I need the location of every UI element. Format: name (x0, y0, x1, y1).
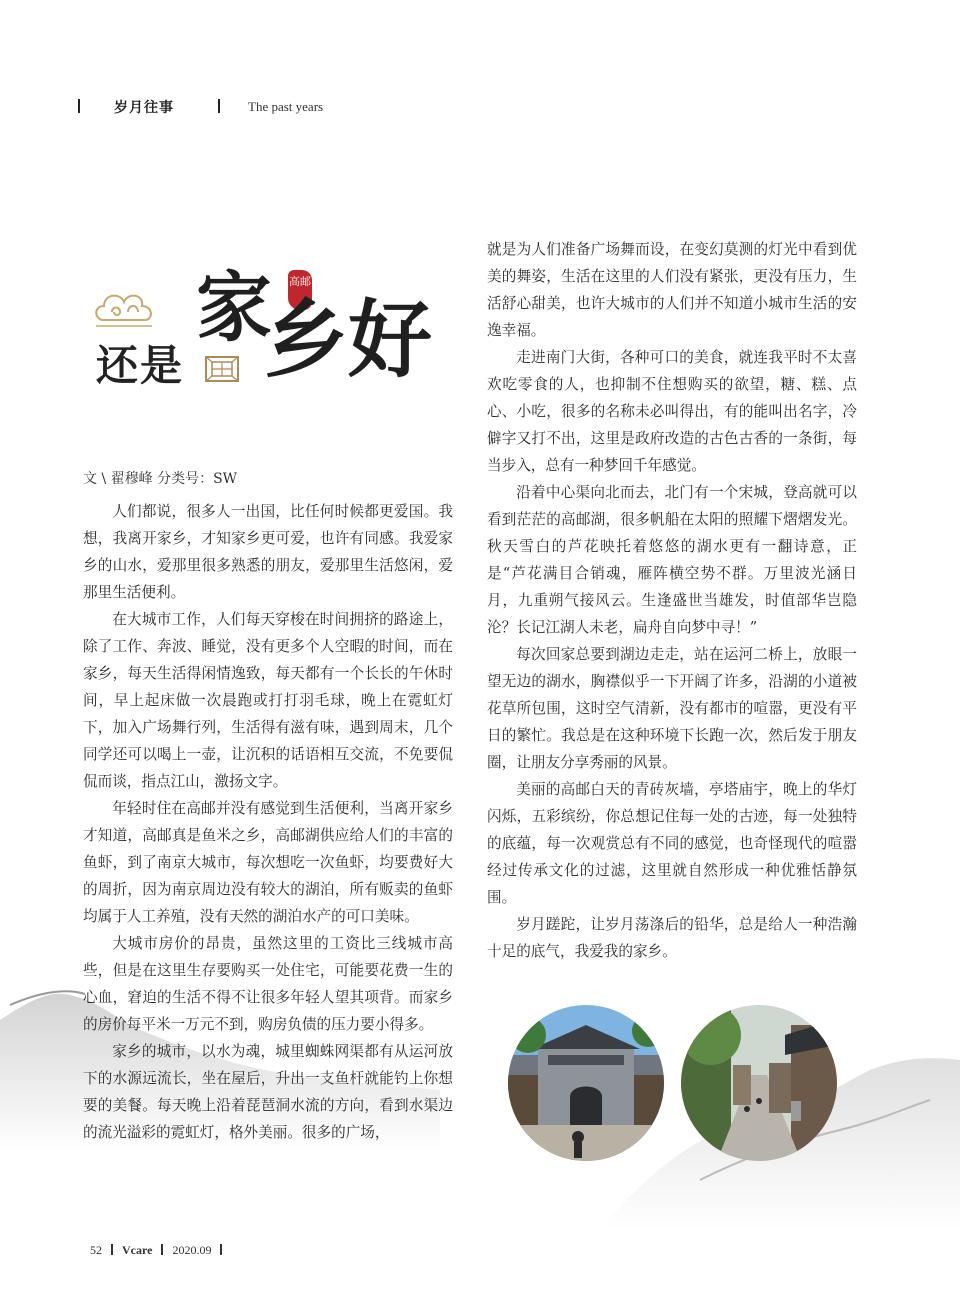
header-divider (218, 99, 220, 113)
paragraph: 每次回家总要到湖边走走，站在运河二桥上，放眼一望无边的湖水，胸襟似乎一下开阔了许多，沿湖的小道被花草所包围，这时空气清新，没有都市的喧嚣，更没有平日的繁忙。我总是在这种环境下长跑一次，然后发于朋友圈，让朋友分享秀丽的风景。 (487, 646, 857, 771)
page-footer (90, 1243, 228, 1258)
footer-divider (111, 1244, 113, 1255)
paragraph: 美丽的高邮白天的青砖灰墙，亭塔庙宇，晚上的华灯闪烁，五彩缤纷，你总想记住每一处的古迹，每一处独特的底蕴，每一次观赏总有不同的感觉，也奇怪现代的喧嚣经过传承文化的过滤，这里就自然形成一种优雅恬静氛围。 (487, 781, 857, 906)
paragraph: 在大城市工作，人们每天穿梭在时间拥挤的路途上，除了工作、奔波、睡觉，没有更多个人空暇的时间，而在家乡，每天生活得闲情逸致，每天都有一个长长的午休时间，早上起床做一次晨跑或打打羽毛球，晚上在霓虹灯下，加入广场舞行列，生活得有滋有味，遇到周末，几个同学还可以喝上一壶，让沉积的话语相互交流，不免要侃侃而谈，指点江山，激扬文字。 (83, 611, 453, 790)
article-title (92, 263, 442, 408)
footer-divider (161, 1244, 163, 1255)
lattice-ornament-icon (205, 356, 239, 382)
paragraph: 大城市房价的昂贵，虽然这里的工资比三线城市高些，但是在这里生存要购买一处住宅，可能要花费一生的心血，窘迫的生活不得不让很多年轻人望其项背。而家乡的房价每平米一万元不到，购房负债的压力要小得多。 (83, 935, 453, 1033)
article-column-left (83, 498, 453, 1146)
cloud-ornament-icon (92, 282, 162, 332)
magazine-brand: Vcare (122, 1243, 153, 1257)
paragraph: 走进南门大街，各种可口的美食，就连我平时不太喜欢吃零食的人，也抑制不住想购买的欲望，糖、糕、点心、小吃，很多的名称未必叫得出，有的能叫出名字，冷僻字又打不出，这里是政府改造的古色古香的一条街，每当步入，总有一种梦回千年感觉。 (487, 349, 857, 474)
title-main-1: 家 (196, 263, 272, 352)
paragraph: 家乡的城市，以水为魂，城里蜘蛛网渠都有从运河放下的水源远流长，坐在屋后，升出一支鱼杆就能钓上你想要的美餐。每天晚上沿着琵琶洞水流的方向，看到水渠边的流光溢彩的霓虹灯，格外美丽。很多的广场， (83, 1043, 453, 1141)
header-divider (78, 99, 80, 113)
title-prefix: 还是 (96, 341, 185, 390)
issue-date: 2020.09 (172, 1243, 212, 1257)
page-number: 52 (90, 1243, 102, 1257)
title-main-2: 乡好 (264, 290, 433, 389)
paragraph: 岁月蹉跎，让岁月荡涤后的铅华，总是给人一种浩瀚十足的底气，我爱我的家乡。 (487, 916, 857, 960)
paragraph: 年轻时住在高邮并没有感觉到生活便利，当离开家乡才知道，高邮真是鱼米之乡，高邮湖供应给人们的丰富的鱼虾，到了南京大城市，每次想吃一次鱼虾，均要费好大的周折，因为南京周边没有较大的湖泊，所有贩卖的鱼虾均属于人工养殖，没有天然的湖泊水产的可口美味。 (83, 800, 453, 925)
article-column-right (487, 236, 857, 965)
footer-divider (220, 1244, 222, 1255)
paragraph: 沿着中心渠向北而去，北门有一个宋城，登高就可以看到茫茫的高邮湖，很多帆船在太阳的照耀下熠熠发光。秋天雪白的芦花映托着悠悠的湖水更有一翻诗意，正是“芦花满目合销魂，雁阵横空势不群。万里波光涵日月，九重朔气接风云。生逢盛世当雄发，时值部华岂隐沦？长记江湖人未老，扁舟自向梦中寻！” (487, 484, 857, 636)
paragraph: 人们都说，很多人一出国，比任何时候都更爱国。我想，我离开家乡，才知家乡更可爱，也许有同感。我爱家乡的山水，爱那里很多熟悉的朋友，爱那里生活悠闲，爱那里生活便利。 (83, 503, 453, 601)
section-english: The past years (248, 99, 324, 114)
paragraph-continued: 就是为人们准备广场舞而设，在变幻莫测的灯光中看到优美的舞姿，生活在这里的人们没有紧张，更没有压力，生活舒心甜美，也许大城市的人们并不知道小城市生活的安逸幸福。 (487, 241, 857, 339)
photo-city-gate (508, 1005, 664, 1161)
section-title: 岁月往事 (114, 100, 174, 116)
byline: 文 \ 翟穆峰 分类号：SW (83, 471, 238, 487)
photo-old-street (681, 1005, 837, 1161)
seal-stamp: 高邮 (288, 270, 312, 310)
